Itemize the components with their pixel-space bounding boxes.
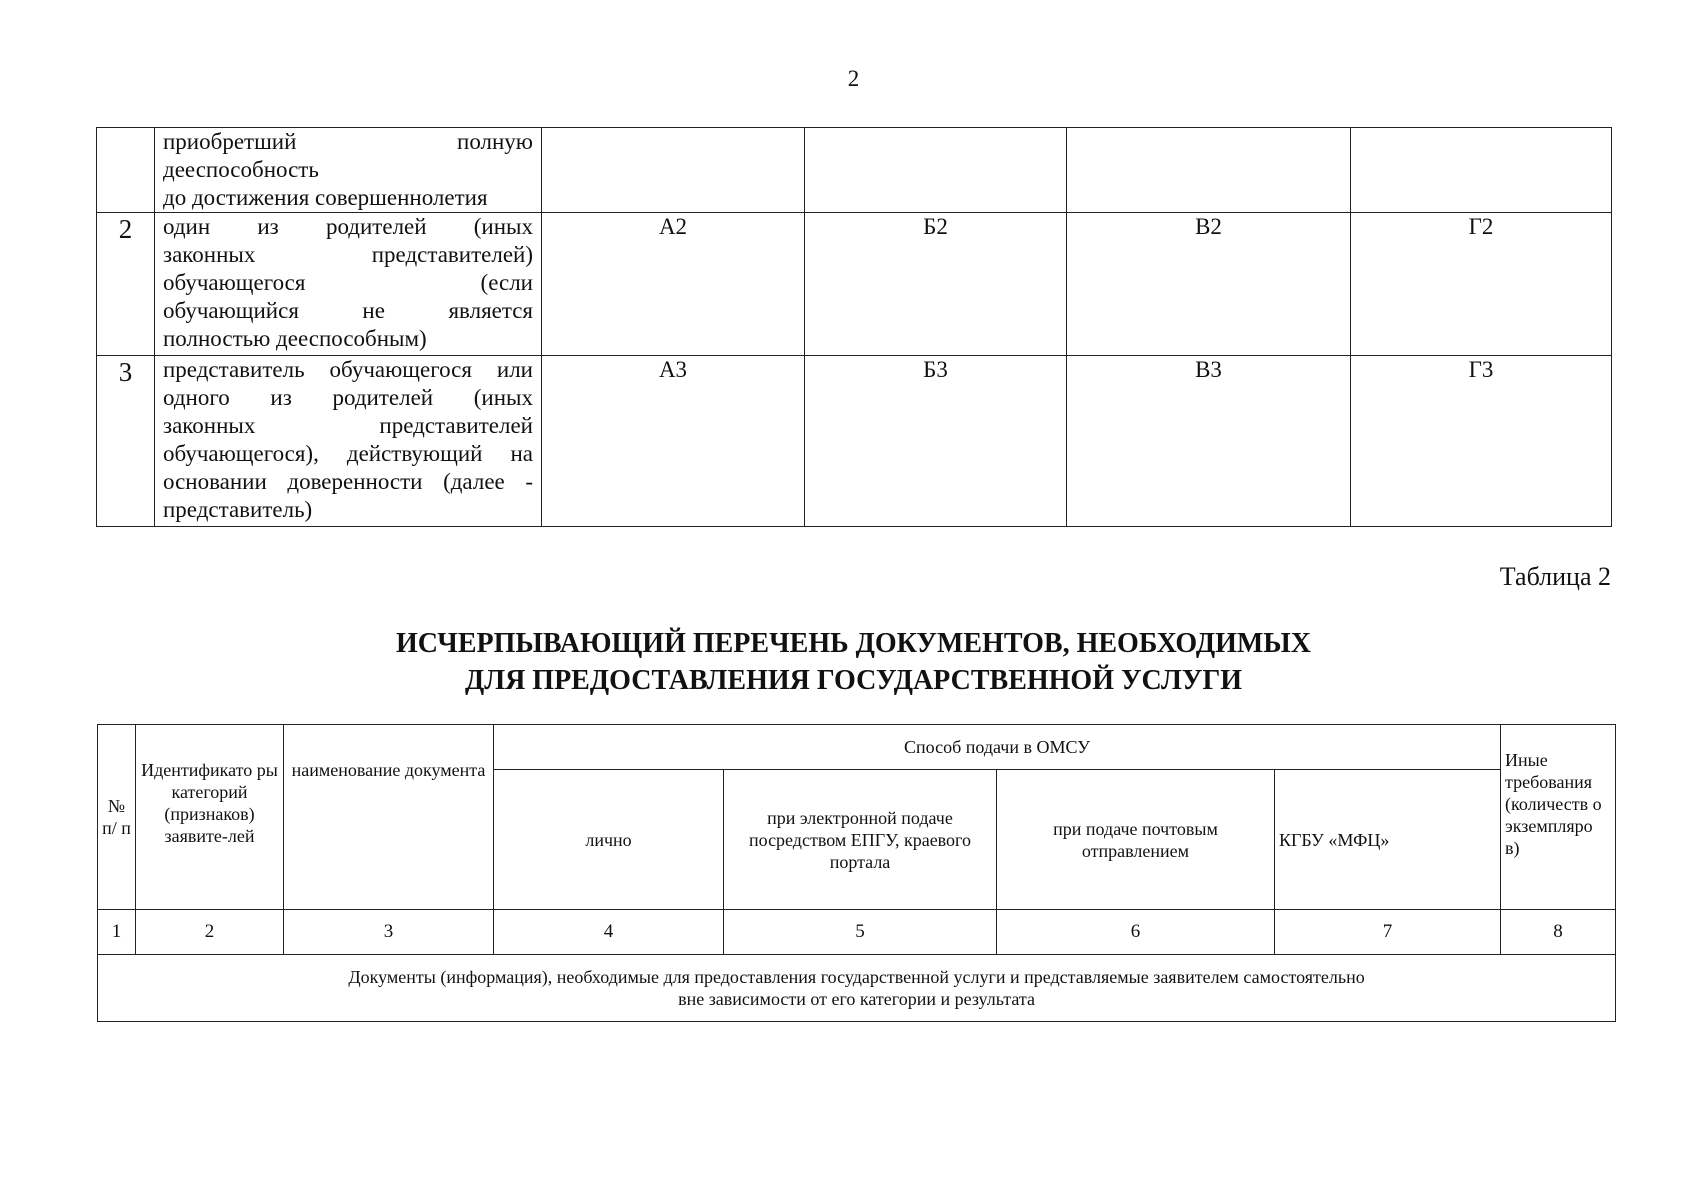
heading-line: ИСЧЕРПЫВАЮЩИЙ ПЕРЕЧЕНЬ ДОКУМЕНТОВ, НЕОБХОДИМЫХ (395, 628, 1312, 659)
code-cell (542, 128, 805, 213)
header-doc-name: наименование документа (284, 725, 494, 910)
header-num: № п/ п (98, 725, 136, 910)
table-label: Таблица 2 (1499, 562, 1611, 591)
code-cell: Г3 (1351, 356, 1612, 527)
header-row (98, 725, 1616, 770)
heading-line: ДЛЯ ПРЕДОСТАВЛЕНИЯ ГОСУДАРСТВЕННОЙ УСЛУГИ (464, 665, 1243, 696)
category-description: приобретший полную дееспособность до достижения совершеннолетия (155, 128, 542, 213)
header-other-requirements: Иные требования (количеств о экземпляро в) (1501, 725, 1616, 910)
code-cell: А2 (542, 213, 805, 356)
code-cell: В2 (1067, 213, 1351, 356)
code-cell: Б3 (805, 356, 1067, 527)
header-identifiers: Идентификато ры категорий (признаков) заявите-лей (136, 725, 284, 910)
category-description: один из родителей (иных законных представителей) обучающегося (если обучающийся не является полностью дееспособным) (155, 213, 542, 356)
column-number: 1 (98, 910, 136, 955)
section-title: Документы (информация), необходимые для предоставления государственной услуги и представляемые заявителем самостоятельно вне зависимости от его категории и результата (98, 955, 1616, 1022)
code-cell: Г2 (1351, 213, 1612, 356)
column-number: 5 (724, 910, 997, 955)
code-cell (1067, 128, 1351, 213)
column-number: 8 (1501, 910, 1616, 955)
category-description: представитель обучающегося или одного из родителей (иных законных представителей обучающегося), действующий на основании доверенности (далее - представитель) (155, 356, 542, 527)
code-cell (1351, 128, 1612, 213)
column-number: 2 (136, 910, 284, 955)
header-mfc: КГБУ «МФЦ» (1275, 770, 1501, 910)
header-submission-method: Способ подачи в ОМСУ (494, 725, 1501, 770)
code-cell: Б2 (805, 213, 1067, 356)
column-number: 4 (494, 910, 724, 955)
row-number: 3 (97, 356, 155, 527)
table-row (97, 356, 1612, 527)
row-number: 2 (97, 213, 155, 356)
document-heading (0, 625, 1707, 699)
row-number (97, 128, 155, 213)
code-cell (805, 128, 1067, 213)
header-in-person: лично (494, 770, 724, 910)
applicant-categories-table (96, 127, 1612, 527)
header-postal: при подаче почтовым отправлением (997, 770, 1275, 910)
column-number: 3 (284, 910, 494, 955)
page-number: 2 (847, 66, 860, 91)
code-cell: А3 (542, 356, 805, 527)
table-row (97, 128, 1612, 213)
section-row (98, 955, 1616, 1022)
column-number-row (98, 910, 1616, 955)
code-cell: В3 (1067, 356, 1351, 527)
header-electronic: при электронной подаче посредством ЕПГУ, краевого портала (724, 770, 997, 910)
documents-table (97, 724, 1616, 1022)
column-number: 7 (1275, 910, 1501, 955)
column-number: 6 (997, 910, 1275, 955)
table-row (97, 213, 1612, 356)
